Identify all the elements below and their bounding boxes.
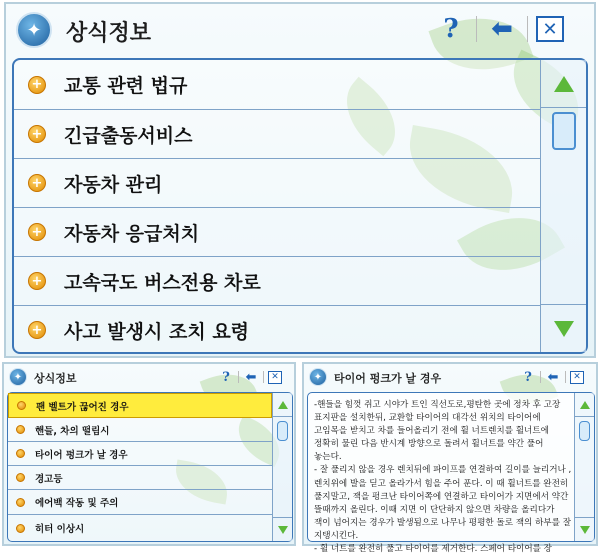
sub-header [4,364,294,390]
detail-paragraph: -핸들을 힘껏 쥐고 시야가 트인 직선도로,평탄한 곳에 정차 후 고장 표지판을 설치한뒤, 교환할 타이어의 대각선 위치의 타이어에 고임목을 받치고 차를 들어올리기 전에 휠 너트렌치를 휠너트에 정확히 물린 다음 반시계 방향으로 돌려서 휠너트를 약간 풀어 놓는다. [314,400,561,463]
page-title: 상식정보 [34,372,77,385]
list-item-label: 교통 관련 법규 [64,75,188,97]
scroll-thumb[interactable] [552,112,576,150]
list-item[interactable] [14,60,540,110]
divider [565,371,566,383]
detail-header [304,364,596,390]
scrollbar[interactable] [272,393,292,541]
plus-bullet-icon: + [28,223,46,241]
detail-screen [302,362,598,555]
back-arrow-icon[interactable]: ⬅ [491,14,513,44]
list-item-label: 히터 이상시 [35,524,85,535]
list-item[interactable] [8,490,272,515]
detail-text [314,399,572,556]
page-title: 타이어 펑크가 날 경우 [334,372,442,385]
bullet-icon [17,401,26,410]
plus-bullet-icon: + [28,321,46,339]
header-icons [434,12,564,46]
plus-bullet-icon: + [28,125,46,143]
page-title: 상식정보 [66,21,152,46]
triangle-down-icon [554,321,574,337]
list-item-selected[interactable] [8,393,272,418]
list-item-label: 자동차 응급처치 [64,222,200,245]
app-logo-icon: ✦ [9,368,27,386]
scroll-up-button[interactable] [575,393,594,417]
app-logo-icon: ✦ [309,368,327,386]
main-header [6,4,594,54]
triangle-down-icon [580,526,590,534]
plus-bullet-icon: + [28,76,46,94]
sub-menu-list [7,392,293,542]
list-item-label: 고속국도 버스전용 차로 [64,271,261,294]
detail-paragraph: - 잘 풀리지 않을 경우 렌치뒤에 파이프를 연결하여 길이를 늘리거나 ,렌치위에 발을 딛고 올라가서 힘을 주어 푼다. 이 때 휠너트를 완전히 풀지말고, 잭을 펑크난 타이어쪽에 연결하고 타이어가 지면에서 약간 뜰때까지 올린다. 이때 지면 이 단단하지 않으면 차량을 올리다가 잭이 넘어지는 경우가 발생됨으로 나무나 평평한 돌로 잭의 하부를 잘 지탱시킨다. [314,465,572,541]
scroll-down-button[interactable] [273,517,292,541]
app-logo-icon: ✦ [16,12,52,48]
list-item-label: 핸들, 차의 떨림시 [35,425,110,437]
main-screen [4,2,596,358]
sub-screen [2,362,296,546]
back-arrow-icon[interactable]: ⬅ [245,369,257,385]
close-icon[interactable]: ✕ [536,16,564,42]
list-item-label: 긴급출동서비스 [64,124,193,147]
list-item[interactable] [8,418,272,442]
list-item[interactable] [8,442,272,466]
bullet-icon [16,425,25,434]
help-icon[interactable]: ? [524,369,532,385]
divider [527,16,528,42]
list-item-label: 자동차 관리 [64,173,163,196]
list-item-label: 사고 발생시 조치 요령 [64,320,250,343]
scroll-up-button[interactable] [273,393,292,417]
triangle-down-icon [278,526,288,534]
bullet-icon [16,498,25,507]
plus-bullet-icon: + [28,174,46,192]
scrollbar[interactable] [574,393,594,541]
list-item-label: 팬 벨트가 끊어진 경우 [36,401,129,413]
list-item[interactable] [14,257,540,306]
scrollbar[interactable] [540,60,586,352]
detail-paragraph: - 휠 너트를 완전히 풀고 타이어를 제거한다. 스페어 타이어를 장 [314,544,552,555]
detail-text-box [307,392,595,555]
divider [540,371,541,383]
triangle-up-icon [580,401,590,409]
divider [476,16,477,42]
list-item[interactable] [14,208,540,257]
divider [238,371,239,383]
scroll-thumb[interactable] [579,421,590,441]
close-icon[interactable]: ✕ [570,371,584,384]
help-icon[interactable]: ? [443,14,459,44]
divider [263,371,264,383]
bullet-icon [16,449,25,458]
header-icons [218,369,282,385]
header-icons [520,369,584,385]
triangle-up-icon [278,401,288,409]
help-icon[interactable]: ? [222,369,230,385]
main-menu-list [12,58,588,354]
close-icon[interactable]: ✕ [268,371,282,384]
list-item-label: 타이어 펑크가 날 경우 [35,449,128,461]
scroll-thumb[interactable] [277,421,288,441]
list-item[interactable] [8,466,272,490]
bullet-icon [16,473,25,482]
scroll-down-button[interactable] [575,517,594,541]
bullet-icon [16,524,25,533]
list-item[interactable] [14,110,540,159]
list-item-label: 경고등 [35,473,63,485]
list-item[interactable] [14,306,540,354]
scroll-up-button[interactable] [541,60,586,108]
scroll-down-button[interactable] [541,304,586,352]
back-arrow-icon[interactable]: ⬅ [547,369,559,385]
list-item-label: 에어백 작동 및 주의 [35,498,119,509]
plus-bullet-icon: + [28,272,46,290]
list-item[interactable] [14,159,540,208]
list-item[interactable] [8,515,272,541]
triangle-up-icon [554,76,574,92]
